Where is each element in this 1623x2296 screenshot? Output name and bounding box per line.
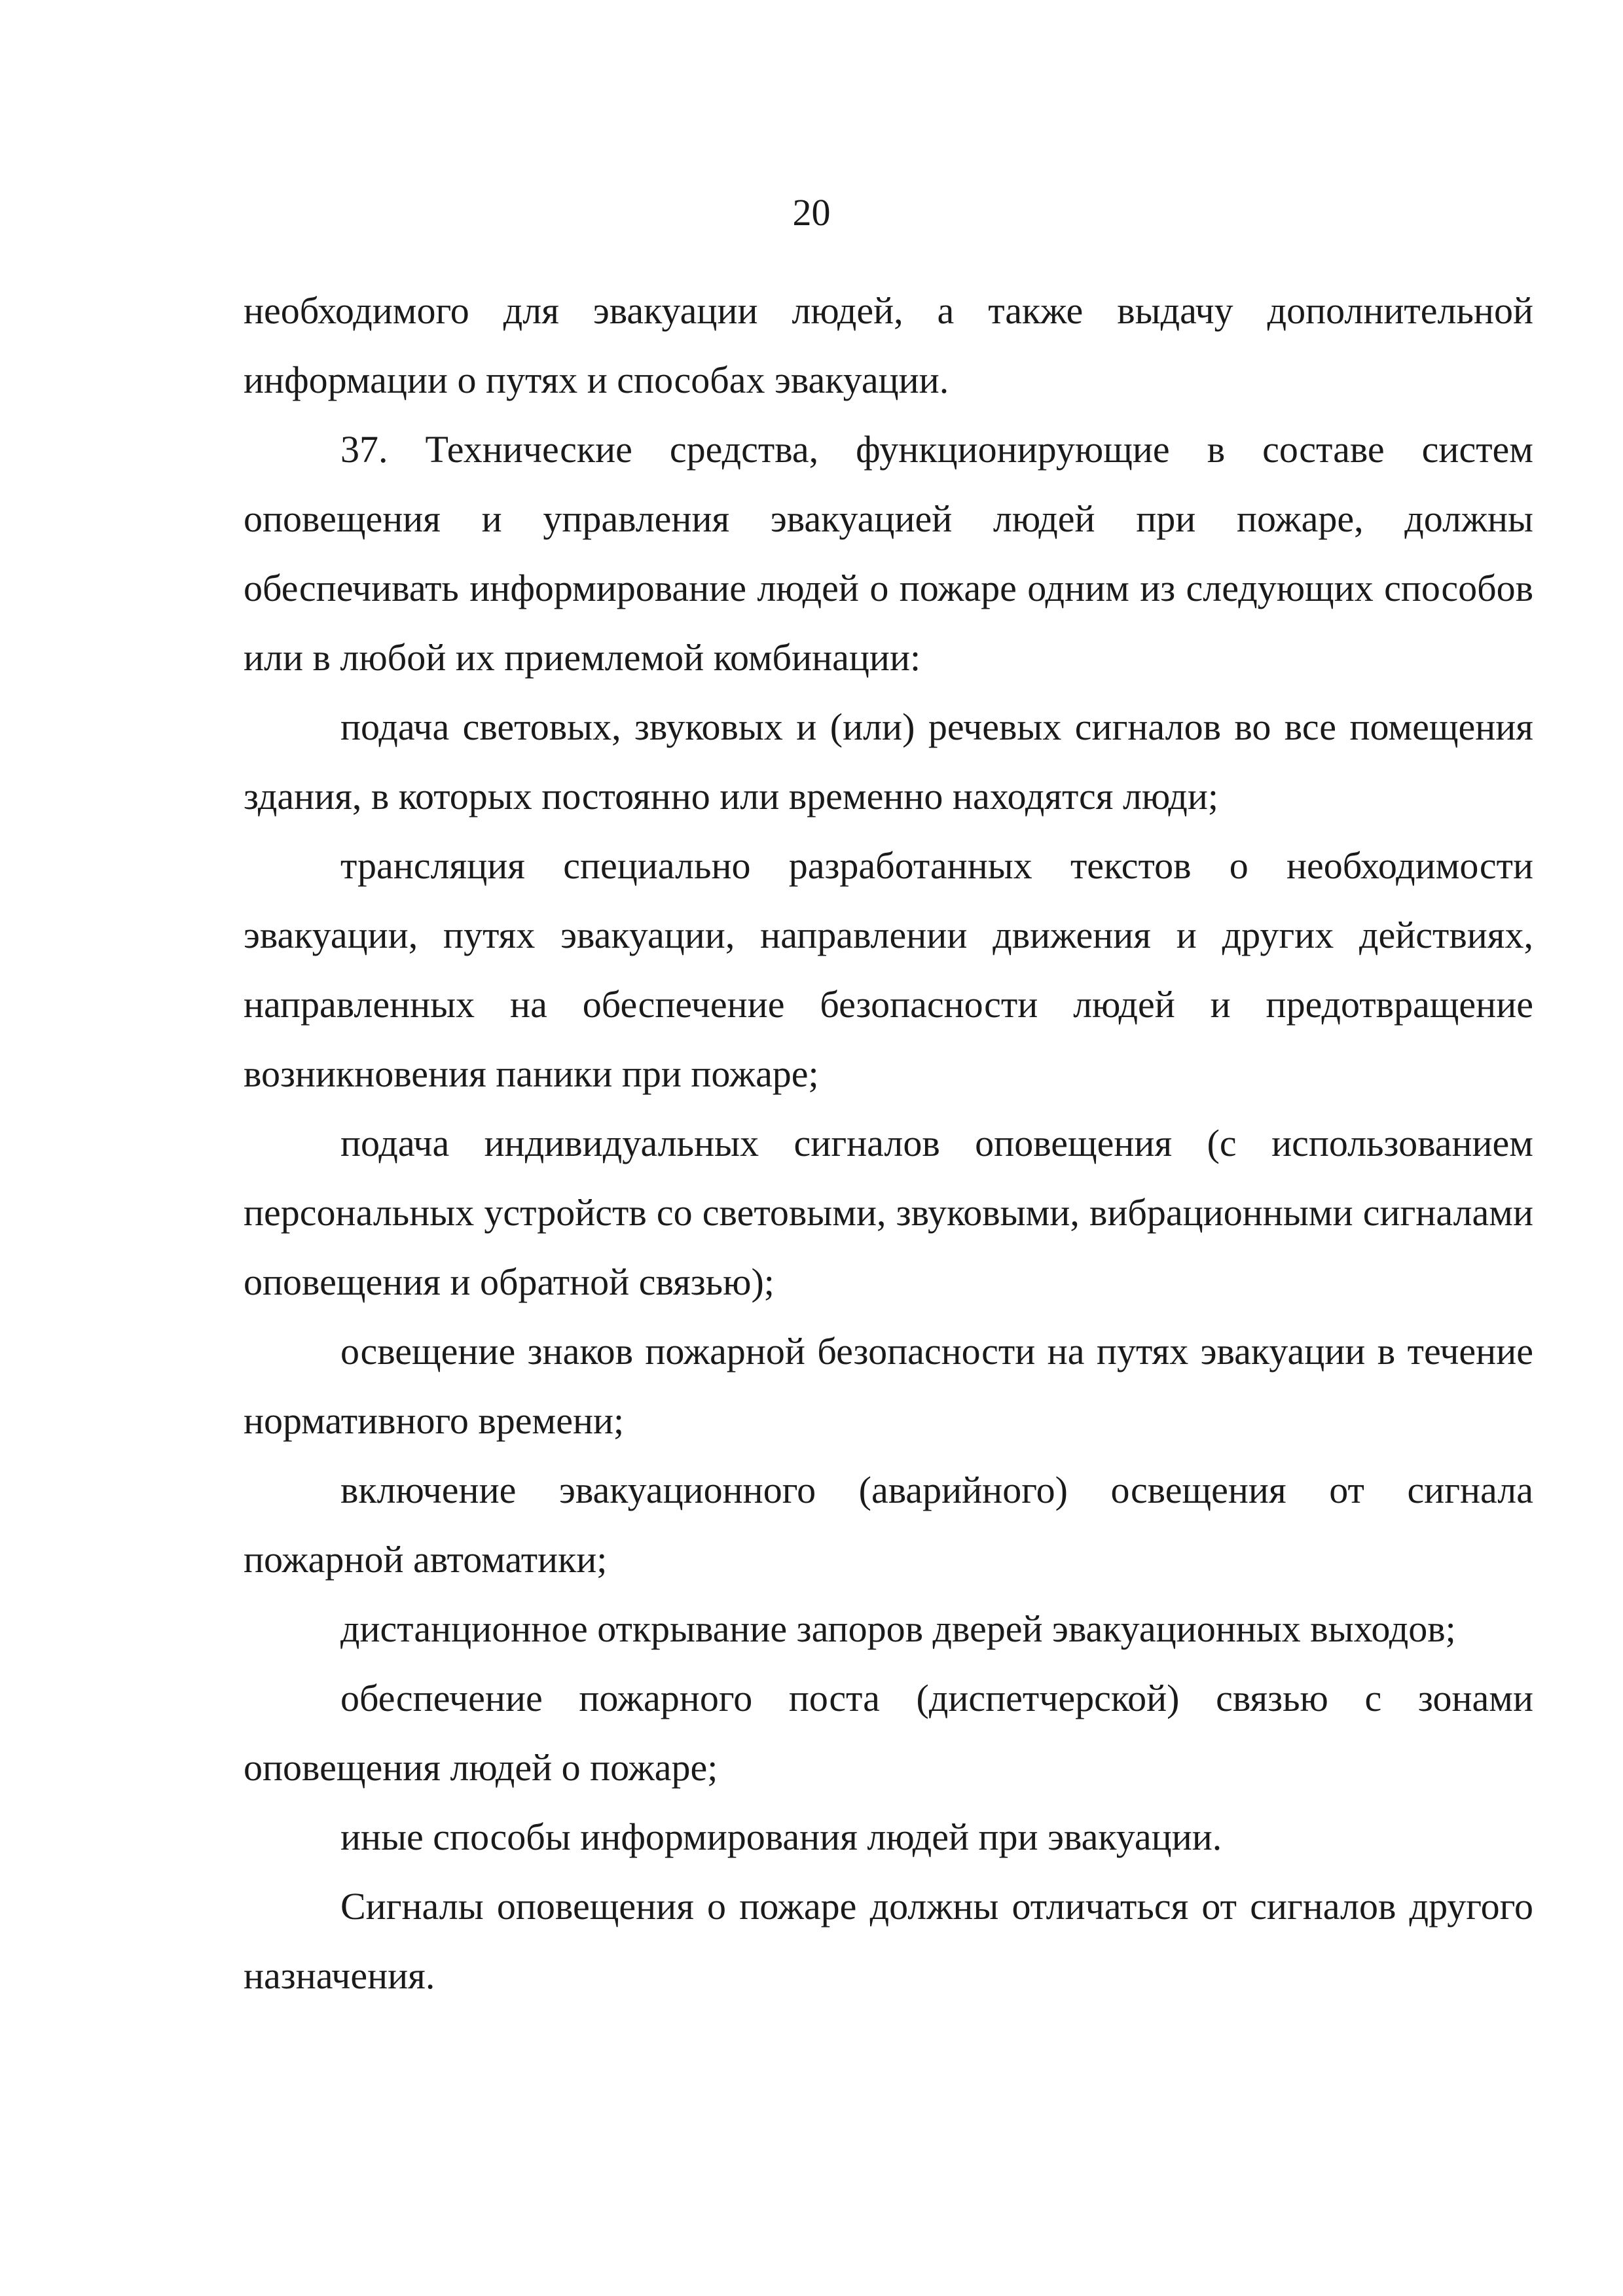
- paragraph-fire-post: обеспечение пожарного поста (диспетчерской) связью с зонами оповещения людей о пожаре;: [244, 1677, 1533, 1789]
- paragraph-other-methods: иные способы информирования людей при эвакуации.: [340, 1816, 1222, 1858]
- document-body: [244, 276, 1533, 2011]
- paragraph-signal-distinction: Сигналы оповещения о пожаре должны отличаться от сигналов другого назначения.: [244, 1885, 1533, 1997]
- paragraph-broadcast: трансляция специально разработанных текстов о необходимости эвакуации, путях эвакуации, направлении движения и других действиях, направленных на обеспечение безопасности людей и предотвращение возникновения паники при пожаре;: [244, 844, 1533, 1095]
- paragraph-emergency-lighting: включение эвакуационного (аварийного) освещения от сигнала пожарной автоматики;: [244, 1469, 1533, 1581]
- page-number: 20: [792, 191, 831, 234]
- paragraph-door-release: дистанционное открывание запоров дверей эвакуационных выходов;: [340, 1607, 1456, 1650]
- paragraph-item-37: 37. Технические средства, функционирующие в составе систем оповещения и управления эвакуацией людей при пожаре, должны обеспечивать информирование людей о пожаре одним из следующих способов или в любой их приемлемой комбинации:: [244, 428, 1533, 679]
- paragraph-signals: подача световых, звуковых и (или) речевых сигналов во все помещения здания, в которых постоянно или временно находятся люди;: [244, 706, 1533, 817]
- paragraph-sign-lighting: освещение знаков пожарной безопасности на путях эвакуации в течение нормативного времени;: [244, 1330, 1533, 1442]
- paragraph-individual-signals: подача индивидуальных сигналов оповещения (с использованием персональных устройств со световыми, звуковыми, вибрационными сигналами оповещения и обратной связью);: [244, 1122, 1533, 1303]
- paragraph-continuation: необходимого для эвакуации людей, а также выдачу дополнительной информации о путях и способах эвакуации.: [244, 289, 1533, 401]
